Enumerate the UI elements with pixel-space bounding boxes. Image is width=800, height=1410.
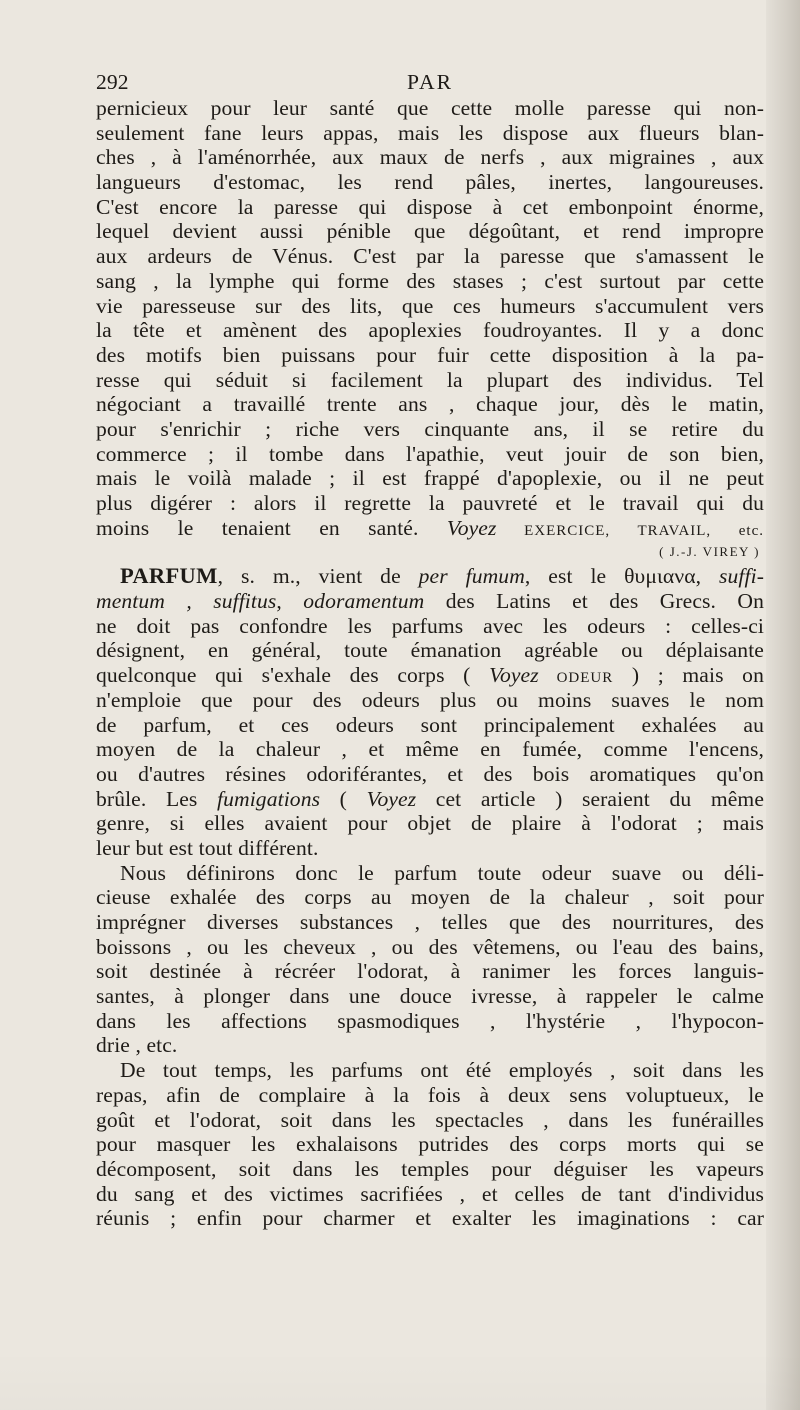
- book-page: [96, 70, 764, 1231]
- text-fragment: quelconque qui s'exhale des corps (: [96, 663, 490, 688]
- text-fragment: brûle. Les: [96, 786, 218, 811]
- text-line-last: [96, 516, 764, 541]
- italic-term: per fumum: [418, 564, 525, 589]
- text-line: pour masquer les exhalaisons putrides des corps morts qui se: [96, 1132, 764, 1157]
- text-line: de parfum, et ces odeurs sont principalement exhalées au: [96, 712, 764, 737]
- text-line: leur but est tout différent.: [96, 835, 319, 860]
- text-line: décomposent, soit dans les temples pour déguiser les vapeurs: [96, 1156, 764, 1181]
- text-line: De tout temps, les parfums ont été employés , soit dans les: [120, 1058, 764, 1083]
- author-signature: ( J.-J. VIREY ): [659, 544, 760, 560]
- text-line: dans les affections spasmodiques , l'hystérie , l'hypocon-: [96, 1008, 764, 1033]
- text-line: vie paresseuse sur des lits, que ces humeurs s'accumulent vers: [96, 293, 764, 318]
- text-line: boissons , ou les cheveux , ou des vêtemens, ou l'eau des bains,: [96, 934, 764, 959]
- text-line: pernicieux pour leur santé que cette molle paresse qui non-: [96, 96, 764, 120]
- italic-term: mentum , suffitus: [96, 589, 277, 614]
- text-line: la tête et amènent des apoplexies foudroyantes. Il y a donc: [96, 318, 764, 343]
- text-line: pour s'enrichir ; riche vers cinquante ans, il se retire du: [96, 416, 764, 441]
- text-line: ches , à l'aménorrhée, aux maux de nerfs , aux migraines , aux: [96, 145, 764, 170]
- text-line: repas, afin de complaire à la fois à deux sens voluptueux, le: [96, 1082, 764, 1107]
- paragraph-paresse: [96, 96, 764, 564]
- paragraph-definition: [96, 861, 764, 1059]
- page-bottom-shade: [0, 1350, 800, 1410]
- text-fragment: , est le θυμιανα,: [524, 564, 719, 589]
- text-line: seulement fane leurs appas, mais les dispose aux flueurs blan-: [96, 120, 764, 145]
- entry-parfum: [96, 564, 764, 860]
- text-line: du sang et des victimes sacrifiées , et celles de tant d'individus: [96, 1181, 764, 1206]
- text-line: réunis ; enfin pour charmer et exalter les imaginations : car: [96, 1206, 764, 1231]
- text-line: genre, si elles avaient pour objet de plaire à l'odorat ; mais: [96, 811, 764, 836]
- text-line: désignent, en général, toute émanation agréable ou déplaisante: [96, 638, 764, 663]
- cross-reference: EXERCICE, TRAVAIL, etc.: [496, 522, 764, 539]
- text-line: sang , la lymphe qui forme des stases ; c'est surtout par cette: [96, 268, 764, 293]
- text-line: négociant a travaillé trente ans , chaque jour, dès le matin,: [96, 392, 764, 417]
- text-line: [96, 589, 764, 614]
- paragraph-history: [96, 1058, 764, 1231]
- text-line: C'est encore la paresse qui dispose à cet embonpoint énorme,: [96, 194, 764, 219]
- text-line: imprégner diverses substances , telles que des nourritures, des: [96, 910, 764, 934]
- text-line: ou d'autres résines odoriférantes, et des bois aromatiques qu'on: [96, 761, 764, 786]
- italic-term: odoramentum: [303, 589, 425, 614]
- voyez-italic: Voyez: [366, 786, 417, 811]
- italic-term: suffi-: [719, 564, 764, 589]
- text-line: Nous définirons donc le parfum toute odeur suave ou déli-: [120, 860, 764, 885]
- cross-reference: ODEUR: [538, 670, 614, 687]
- text-line: commerce ; il tombe dans l'apathie, veut jouir de son bien,: [96, 441, 764, 466]
- text-fragment: ) ; mais on: [613, 663, 764, 688]
- text-line: langueurs d'estomac, les rend pâles, inertes, langoureuses.: [96, 170, 764, 195]
- text-line: ne doit pas confondre les parfums avec les odeurs : celles-ci: [96, 613, 764, 638]
- running-head: PAR: [406, 70, 454, 94]
- text-line: mais le voilà malade ; il est frappé d'apoplexie, ou il ne peut: [96, 466, 764, 491]
- text-line: aux ardeurs de Vénus. C'est par la paresse que s'amassent le: [96, 244, 764, 269]
- text-line: goût et l'odorat, soit dans les spectacles , dans les funérailles: [96, 1107, 764, 1132]
- text-fragment: moins le tenaient en santé.: [96, 515, 447, 540]
- text-line: des motifs bien puissans pour fuir cette disposition à la pa-: [96, 342, 764, 367]
- text-fragment: cet article ) seraient du même: [416, 786, 765, 811]
- text-line: santes, à plonger dans une douce ivresse, à rappeler le calme: [96, 984, 764, 1009]
- page-header: [96, 70, 764, 96]
- text-fragment: (: [320, 786, 367, 811]
- text-line: n'emploie que pour des odeurs plus ou moins suaves le nom: [96, 687, 764, 712]
- voyez-italic: Voyez: [489, 663, 539, 688]
- text-fragment: ,: [276, 589, 304, 614]
- text-line: [96, 663, 764, 688]
- entry-first-line: [96, 564, 764, 589]
- text-fragment: des Latins et des Grecs. On: [424, 589, 765, 614]
- text-fragment: , s. m., vient de: [217, 564, 419, 589]
- page-number: 292: [96, 70, 129, 94]
- text-line: resse qui séduit si facilement la plupart des individus. Tel: [96, 367, 764, 392]
- text-line: [96, 787, 764, 812]
- text-line: lequel devient aussi pénible que dégoûtant, et rend impropre: [96, 219, 764, 244]
- voyez-italic: Voyez: [446, 515, 497, 540]
- italic-term: fumigations: [217, 786, 321, 811]
- text-line: soit destinée à récréer l'odorat, à ranimer les forces languis-: [96, 959, 764, 984]
- text-line: drie , etc.: [96, 1033, 178, 1058]
- text-line: cieuse exhalée des corps au moyen de la chaleur , soit pour: [96, 885, 764, 910]
- page-edge-shadow: [766, 0, 800, 1410]
- text-line: plus digérer : alors il regrette la pauvreté et le travail qui du: [96, 491, 764, 515]
- headword: PARFUM: [120, 563, 218, 589]
- text-line: moyen de la chaleur , et même en fumée, comme l'encens,: [96, 737, 764, 762]
